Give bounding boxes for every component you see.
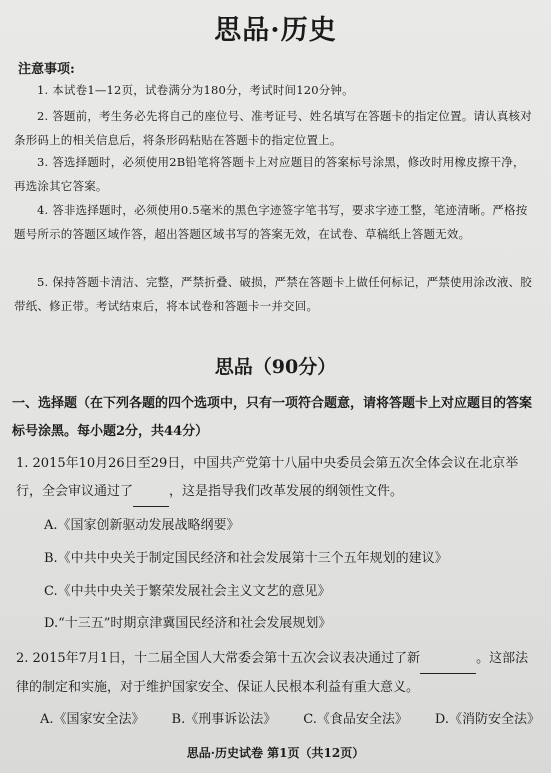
question-2-option-d: D.《消防安全法》	[434, 712, 540, 727]
question-1-blank	[133, 478, 169, 507]
page-footer: 思品·历史试卷 第1页（共12页）	[186, 746, 365, 760]
question-1-option-b: B.《中共中央关于制定国民经济和社会发展第十三个五年规划的建议》	[44, 551, 448, 566]
note-4: 4. 答非选择题时，必须使用0.5毫米的黑色字迹签字笔书写，要求字迹工整，笔迹清晰。严格按题号所示的答题区域作答，超出答题区域书写的答案无效，在试卷、草稿纸上答题无效。	[14, 203, 528, 241]
question-1-text-b: ，这是指导我们改革发展的纲领性文件。	[169, 484, 404, 499]
note-2: 2. 答题前，考生务必先将自己的座位号、准考证号、姓名填写在答题卡的指定位置。请认真核对条形码上的相关信息后，将条形码粘贴在答题卡的指定位置上。	[14, 109, 532, 147]
question-2-option-b: B.《刑事诉讼法》	[171, 712, 277, 727]
question-2-option-a: A.《国家安全法》	[40, 712, 145, 727]
question-2-text-a: 2. 2015年7月1日，十二届全国人大常委会第十五次会议表决通过了新	[16, 651, 421, 666]
question-2-blank	[420, 645, 476, 674]
page-title: 思品·历史	[214, 15, 337, 46]
notes-heading: 注意事项:	[18, 62, 75, 77]
part-heading: 一、选择题（在下列各题的四个选项中，只有一项符合题意，请将答题卡上对应题目的答案标号涂黑。每小题2分，共44分）	[12, 396, 533, 439]
question-1-option-c: C.《中共中央关于繁荣发展社会主义文艺的意见》	[44, 584, 331, 599]
question-2-options	[40, 708, 540, 727]
question-1-text-a: 1. 2015年10月26日至29日，中国共产党第十八届中央委员会第五次全体会议在北京举行，全会审议通过了	[16, 456, 519, 499]
note-5: 5. 保持答题卡清洁、完整，严禁折叠、破损，严禁在答题卡上做任何标记，严禁使用涂改液、胶带纸、修正带。考试结束后，将本试卷和答题卡一并交回。	[14, 275, 532, 313]
question-2	[16, 645, 536, 702]
question-1	[16, 450, 536, 507]
question-1-option-d: D.“十三五”时期京津冀国民经济和社会发展规划》	[44, 616, 332, 631]
question-2-option-c: C.《食品安全法》	[303, 712, 408, 727]
note-3: 3. 答选择题时，必须使用2B铅笔将答题卡上对应题目的答案标号涂黑，修改时用橡皮擦干净，再选涂其它答案。	[14, 155, 525, 193]
note-1: 1. 本试卷1—12页，试卷满分为180分，考试时间120分钟。	[37, 83, 354, 97]
question-2-text-b: 。这部法律的制定和实施，对于维护国家安全、保证人民根本利益有重大意义。	[16, 651, 529, 695]
question-1-option-a: A.《国家创新驱动发展战略纲要》	[44, 518, 240, 533]
section-title: 思品（90分）	[214, 356, 337, 378]
